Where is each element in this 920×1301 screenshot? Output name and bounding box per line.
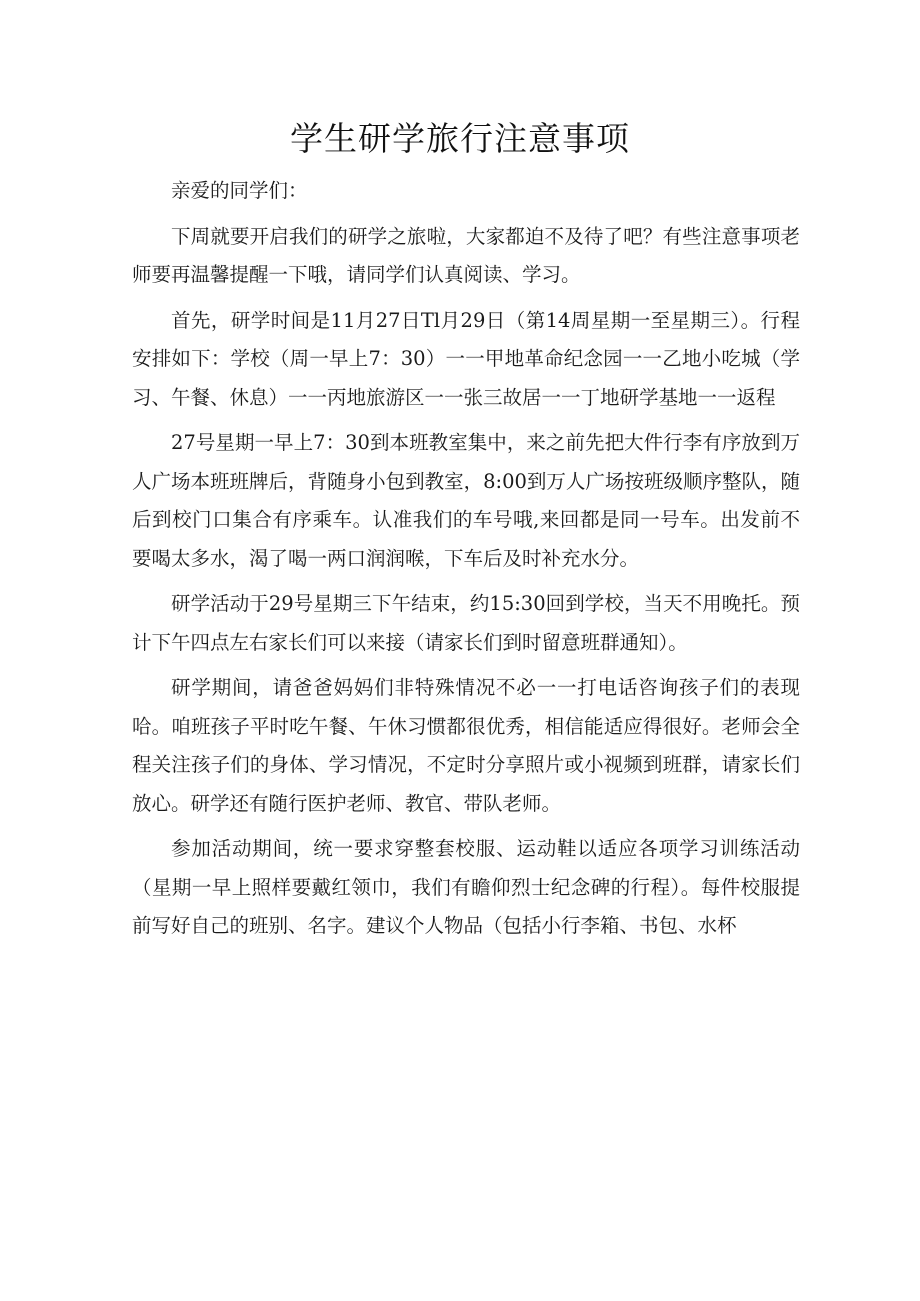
- paragraph-intro: 下周就要开启我们的研学之旅啦，大家都迫不及待了吧？有些注意事项老师要再温馨提醒一下哦，请同学们认真阅读、学习。: [132, 224, 800, 286]
- paragraph-parents: 研学期间，请爸爸妈妈们非特殊情况不必一一打电话咨询孩子们的表现哈。咱班孩子平时吃午餐、午休习惯都很优秀，相信能适应得很好。老师会全程关注孩子们的身体、学习情况，不定时分享照片或小视频到班群，请家长们放心。研学还有随行医护老师、教官、带队老师。: [132, 676, 800, 815]
- paragraph-departure: 27号星期一早上7：30到本班教室集中，来之前先把大件行李有序放到万人广场本班班牌后，背随身小包到教室，8:00到万人广场按班级顺序整队，随后到校门口集合有序乘车。认准我们的车号哦,来回都是同一号车。出发前不要喝太多水，渴了喝一两口润润喉，下车后及时补充水分。: [132, 431, 800, 570]
- greeting: 亲爱的同学们：: [171, 179, 308, 202]
- paragraph-uniform: 参加活动期间，统一要求穿整套校服、运动鞋以适应各项学习训练活动（星期一早上照样要戴红领巾，我们有瞻仰烈士纪念碑的行程）。每件校服提前写好自己的班别、名字。建议个人物品（包括小行李箱、书包、水杯: [132, 837, 800, 937]
- document-title: 学生研学旅行注意事项: [290, 119, 630, 158]
- paragraph-schedule: 首先，研学时间是11月27日Tl月29日（第14周星期一至星期三）。行程安排如下：学校（周一早上7：30）一一甲地革命纪念园一一乙地小吃城（学习、午餐、休息）一一丙地旅游区一一张三故居一一丁地研学基地一一返程: [132, 308, 800, 409]
- paragraph-return: 研学活动于29号星期三下午结束，约15:30回到学校，当天不用晚托。预计下午四点左右家长们可以来接（请家长们到时留意班群通知）。: [132, 592, 800, 654]
- document-body: [132, 172, 800, 946]
